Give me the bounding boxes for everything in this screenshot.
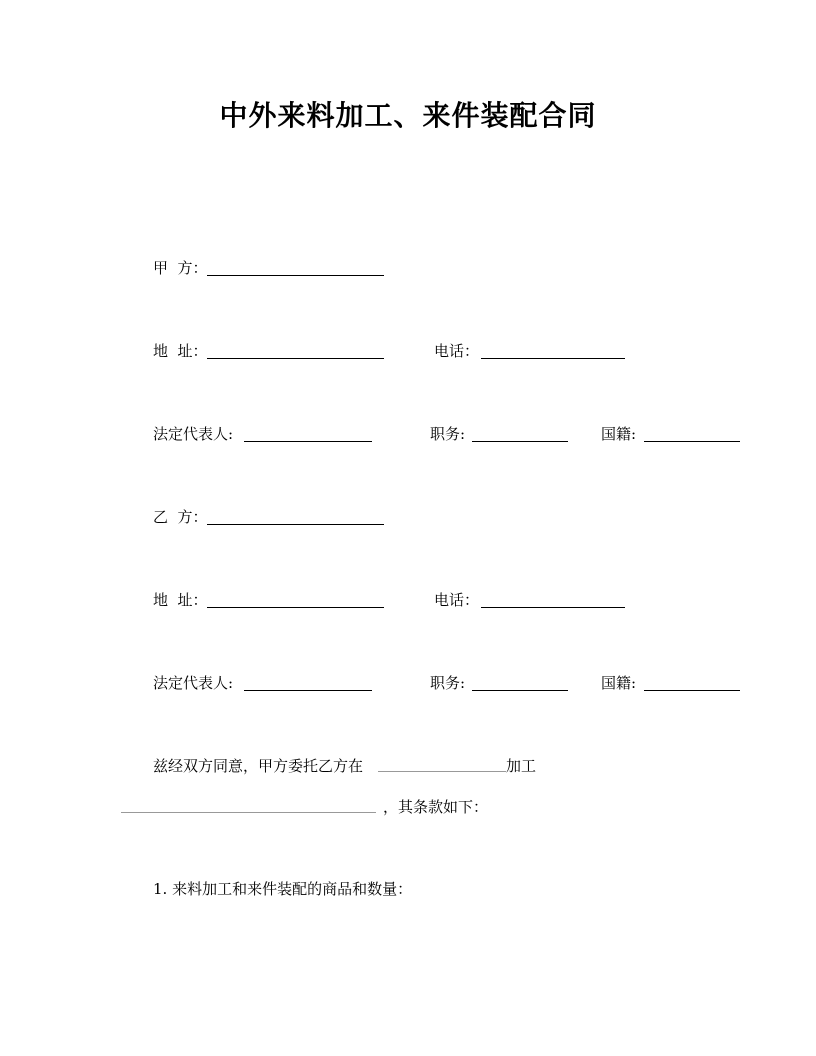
- intro-text-end: ，其条款如下：: [383, 798, 489, 816]
- party-b-address-label: 地 址：: [153, 591, 208, 609]
- party-b-nationality-label: 国籍:: [601, 674, 637, 692]
- contract-title: 中外来料加工、来件装配合同: [219, 99, 597, 132]
- party-a-nationality-label: 国籍:: [601, 425, 637, 443]
- party-a-rep-label: 法定代表人:: [153, 425, 234, 443]
- party-b-name-blank[interactable]: [207, 524, 384, 525]
- party-b-position-label: 职务:: [430, 674, 466, 692]
- party-a-phone-label: 电话：: [434, 342, 480, 360]
- party-a-nationality-blank[interactable]: [644, 441, 740, 442]
- party-a-name-blank[interactable]: [207, 275, 384, 276]
- party-a-address-row: [0, 341, 816, 365]
- party-b-address-row: [0, 590, 816, 614]
- party-b-position-blank[interactable]: [472, 690, 568, 691]
- party-b-phone-blank[interactable]: [481, 607, 625, 608]
- intro-location-blank[interactable]: [378, 771, 506, 772]
- party-b-name-label: 乙 方：: [153, 508, 208, 526]
- clause-1-heading: 1. 来料加工和来件装配的商品和数量：: [153, 880, 413, 898]
- intro-text-start: 兹经双方同意，甲方委托乙方在: [153, 757, 364, 775]
- party-a-position-blank[interactable]: [472, 441, 568, 442]
- party-b-nationality-blank[interactable]: [644, 690, 740, 691]
- intro-goods-blank[interactable]: [121, 812, 376, 813]
- party-a-name-row: [0, 258, 816, 282]
- party-b-address-blank[interactable]: [207, 607, 384, 608]
- party-a-position-label: 职务:: [430, 425, 466, 443]
- party-b-rep-blank[interactable]: [244, 690, 372, 691]
- party-b-rep-row: [0, 673, 816, 697]
- party-b-name-row: [0, 507, 816, 531]
- party-a-address-blank[interactable]: [207, 358, 384, 359]
- party-a-name-label: 甲 方：: [153, 259, 208, 277]
- intro-text-process: 加工: [506, 757, 537, 775]
- party-a-phone-blank[interactable]: [481, 358, 625, 359]
- party-a-rep-blank[interactable]: [244, 441, 372, 442]
- party-b-rep-label: 法定代表人:: [153, 674, 234, 692]
- party-a-rep-row: [0, 424, 816, 448]
- party-a-address-label: 地 址：: [153, 342, 208, 360]
- party-b-phone-label: 电话：: [434, 591, 480, 609]
